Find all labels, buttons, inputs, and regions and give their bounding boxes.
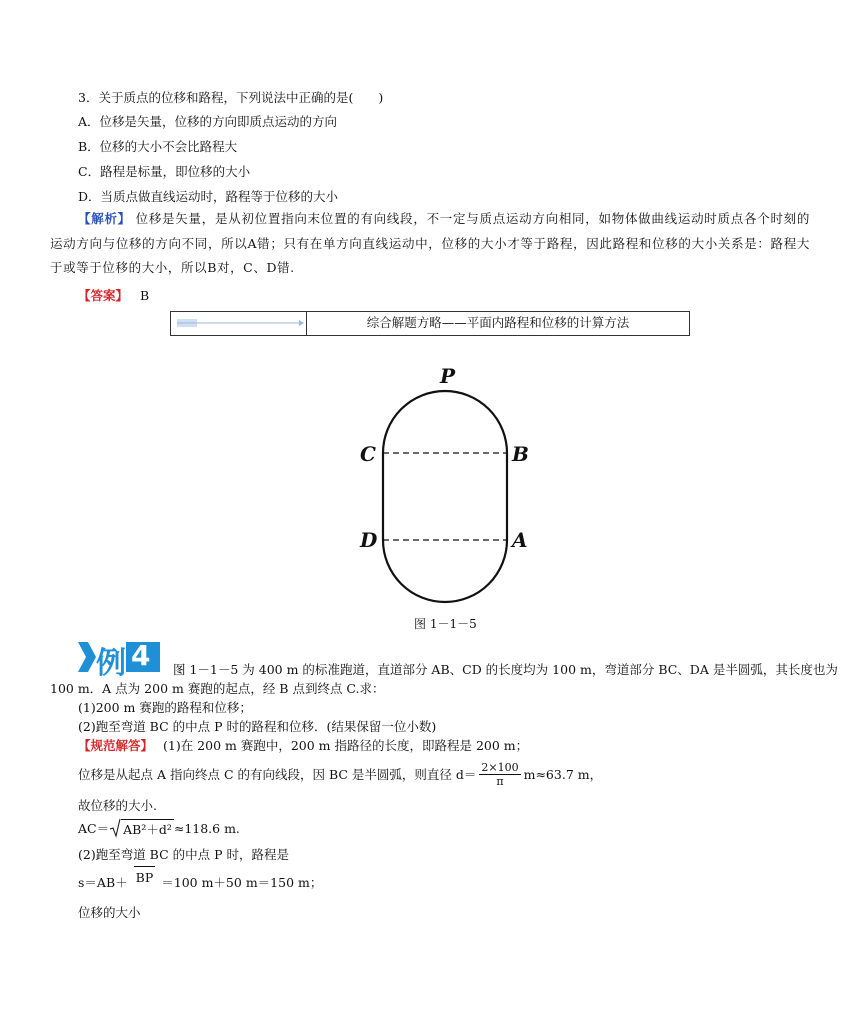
solution-line-6 (78, 870, 323, 891)
answer-value: B (140, 288, 150, 303)
example-line-2: 100 m．A 点为 200 m 赛跑的起点，经 B 点到终点 C.求： (50, 681, 385, 696)
solution-step-2b: m≈63.7 m， (523, 767, 603, 782)
option-d: D．当质点做直线运动时，路程等于位移的大小 (78, 189, 339, 204)
example-badge (78, 639, 162, 681)
arc-overline (134, 866, 156, 867)
example-question-1: (1)200 m 赛跑的路程和位移； (78, 700, 252, 715)
label-b: B (512, 442, 529, 466)
solution-line-1 (78, 736, 528, 754)
racetrack-figure (350, 360, 540, 610)
solution-step-3: 故位移的大小. (78, 798, 157, 813)
example-badge-number: 4 (131, 639, 151, 672)
sqrt-icon (109, 818, 121, 838)
example-line-1: 图 1－1－5 为 400 m 的标准跑道，直道部分 AB、CD 的长度均为 100 m，弯道部分 BC、DA 是半圆弧，其长度也为 (173, 662, 838, 677)
solution-step-2a: 位移是从起点 A 指向终点 C 的有向线段，因 BC 是半圆弧，则直径 d＝ (78, 767, 477, 782)
fraction-numerator: 2×100 (481, 760, 519, 774)
solution-step-1: (1)在 200 m 赛跑中，200 m 指路径的长度，即路程是 200 m； (163, 738, 529, 753)
solution-step-6b: ＝100 m＋50 m＝150 m； (161, 875, 323, 890)
arc-bp-label: BP (135, 870, 154, 885)
label-d: D (360, 528, 378, 552)
banner-title: 综合解题方略——平面内路程和位移的计算方法 (366, 315, 630, 330)
fraction-denominator: π (496, 774, 504, 788)
solution-step-5: (2)跑至弯道 BC 的中点 P 时，路程是 (78, 847, 289, 862)
solution-step-4b: ≈118.6 m. (173, 820, 240, 836)
label-a: A (512, 528, 528, 552)
figure-caption: 图 1－1－5 (414, 617, 477, 631)
option-a: A．位移是矢量，位移的方向即质点运动的方向 (78, 114, 338, 129)
option-c: C．路程是标量，即位移的大小 (78, 164, 251, 179)
label-c: C (360, 442, 376, 466)
solution-line-4 (78, 818, 240, 838)
answer-tag: 【答案】 (78, 288, 129, 303)
example-badge-char: 例 (96, 646, 126, 681)
section-banner (170, 311, 690, 336)
analysis-paragraph (50, 207, 810, 281)
sqrt-radicand: AB²＋d² (121, 819, 174, 838)
solution-step-7: 位移的大小 (78, 905, 141, 920)
analysis-text: 位移是矢量，是从初位置指向末位置的有向线段，不一定与质点运动方向相同，如物体做曲线运动时质点各个时刻的运动方向与位移的方向不同，所以A错；只有在单方向直线运动中，位移的大小才等于路程，因此路程和位移的大小关系是：路程大于或等于位移的大小，所以B对，C、D错. (50, 211, 810, 275)
analysis-tag: 【解析】 (78, 211, 131, 226)
banner-arrow-icon (171, 312, 306, 335)
question-stem: 3．关于质点的位移和路程，下列说法中正确的是( ) (78, 90, 384, 105)
solution-line-2 (78, 756, 602, 792)
label-p: P (440, 364, 456, 388)
solution-step-4a: AC＝ (78, 821, 110, 836)
option-b: B．位移的大小不会比路程大 (78, 139, 238, 154)
answer-line (78, 286, 149, 304)
example-question-2: (2)跑至弯道 BC 的中点 P 时的路程和位移．(结果保留一位小数) (78, 719, 437, 734)
diameter-fraction (479, 761, 520, 788)
solution-step-6a: s＝AB＋ (78, 875, 128, 890)
track-outline (383, 391, 507, 602)
banner-decoration (171, 312, 307, 335)
solution-tag: 【规范解答】 (78, 738, 154, 753)
arc-bp (128, 870, 162, 885)
